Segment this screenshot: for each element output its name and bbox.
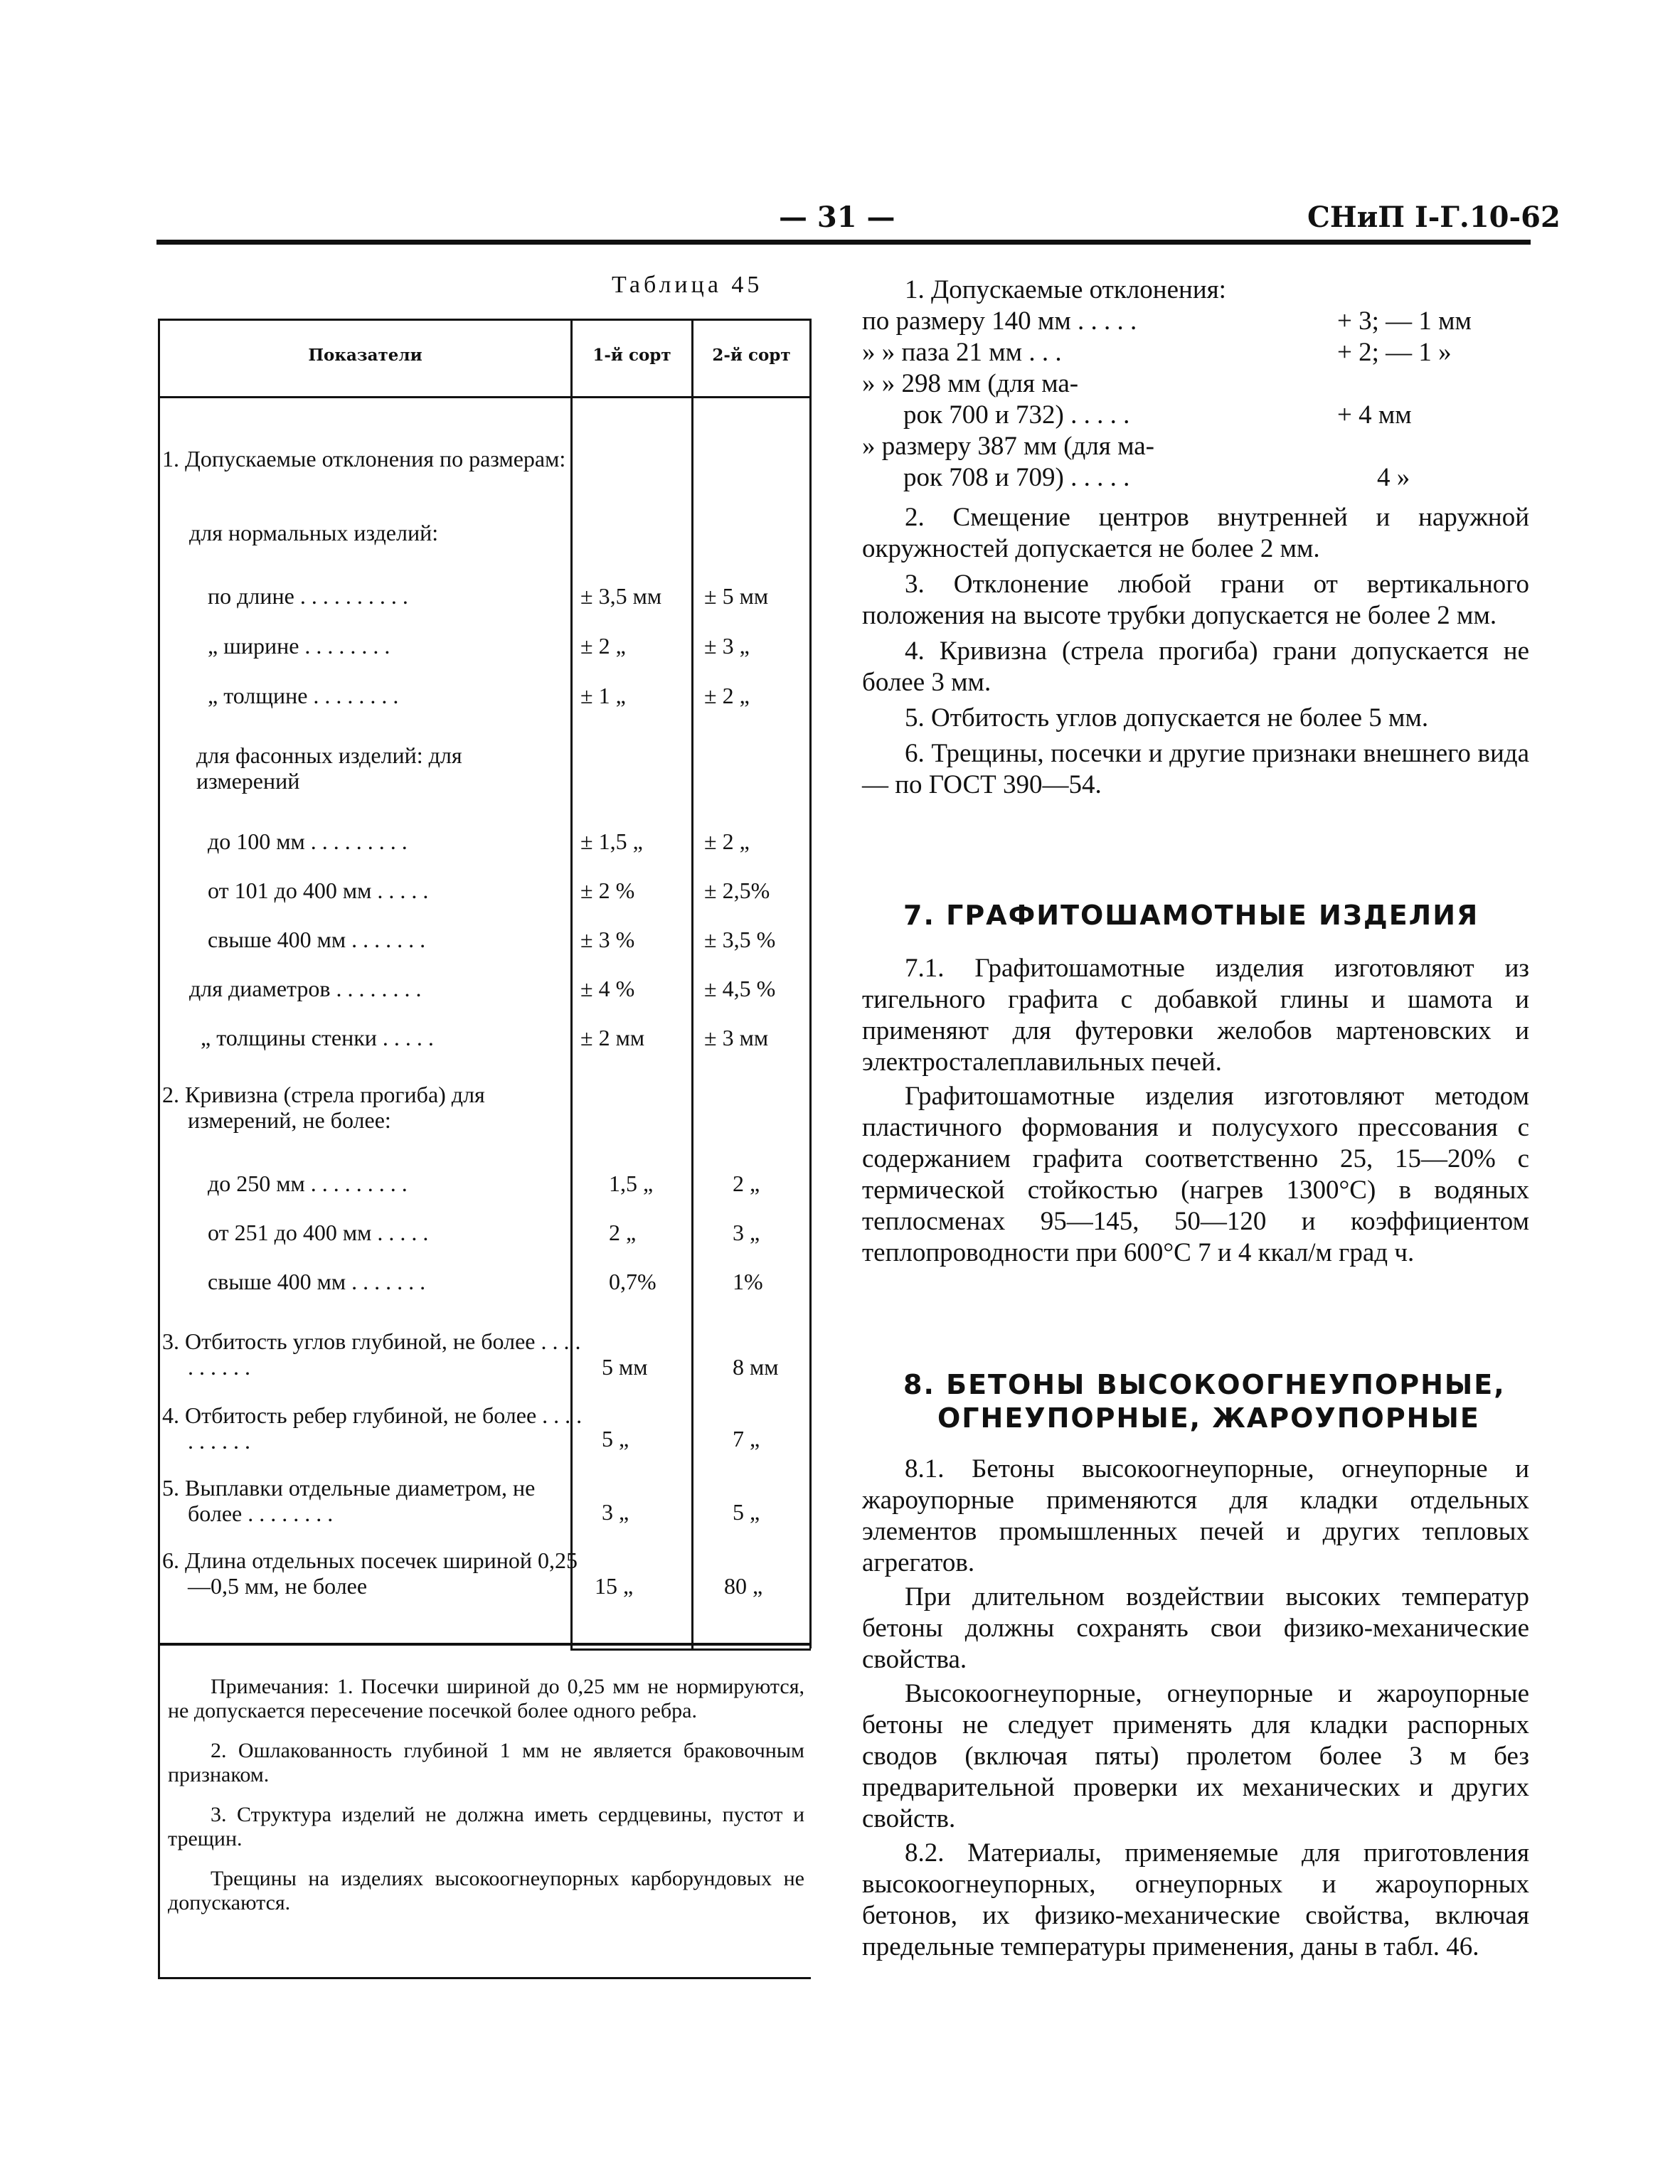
table-cell: ± 3,5 мм	[580, 583, 662, 609]
col-header-grade-1: 1-й сорт	[592, 346, 671, 365]
table-header-rule	[158, 396, 811, 398]
table-cell: 1%	[733, 1269, 763, 1294]
table-bottom-rule	[158, 1643, 811, 1646]
section-7-heading: 7. ГРАФИТОШАМОТНЫЕ ИЗДЕЛИЯ	[903, 900, 1479, 931]
deviation-line: » » 298 мм (для ма-	[862, 369, 1079, 398]
table-cell: 5 „	[733, 1499, 760, 1525]
table-cell: 2 „	[609, 1220, 637, 1245]
deviation-line: рок 700 и 732) . . . . .	[903, 400, 1130, 430]
table-cell: 2 „	[733, 1171, 760, 1196]
table-cell: ± 3,5 %	[704, 927, 776, 952]
deviation-value: + 3; — 1 мм	[1337, 307, 1472, 336]
paragraph: Высокоогнеупорные, огнеупорные и жароупорные бетоны не следует применять для кладки распорных сводов (включая пяты) пролетом более 3 м без предварительной проверки их механических и других свойств.	[862, 1679, 1529, 1833]
table-cell: ± 4,5 %	[704, 976, 776, 1001]
paragraph: 8.1. Бетоны высокоогнеупорные, огнеупорные и жароупорные применяются для кладки отдельных элементов промышленных печей и других тепловых агрегатов.	[862, 1454, 1529, 1577]
deviation-value: 4 »	[1377, 463, 1410, 492]
paragraph: 6. Трещины, посечки и другие признаки внешнего вида — по ГОСТ 390—54.	[862, 739, 1529, 799]
row-label: по длине . . . . . . . . . .	[208, 583, 408, 609]
row-label: свыше 400 мм . . . . . . .	[208, 927, 426, 952]
table-caption: Таблица 45	[612, 272, 763, 298]
header-rule	[156, 240, 1531, 245]
deviation-line: » размеру 387 мм (для ма-	[862, 432, 1154, 461]
row-label: от 251 до 400 мм . . . . .	[208, 1220, 429, 1245]
table-body-end-rule	[570, 1648, 811, 1651]
deviation-items	[862, 502, 1529, 801]
row-label: свыше 400 мм . . . . . . .	[208, 1269, 426, 1294]
section-8-heading-line-1: 8. БЕТОНЫ ВЫСОКООГНЕУПОРНЫЕ,	[903, 1369, 1506, 1400]
deviation-value: + 4 мм	[1337, 400, 1412, 430]
paragraph: 5. Отбитость углов допускается не более 5 мм.	[905, 703, 1429, 733]
note: 3. Структура изделий не должна иметь сердцевины, пустот и трещин.	[168, 1803, 804, 1850]
table-cell: 5 мм	[602, 1354, 648, 1380]
row-label: 5. Выплавки отдельные диаметром, не более . . . . . . . .	[162, 1475, 536, 1526]
table-cell: 3 „	[733, 1220, 760, 1245]
row-label: „ толщины стенки . . . . .	[201, 1025, 434, 1050]
table-cell: ± 4 %	[580, 976, 635, 1001]
table-cell: ± 5 мм	[704, 583, 769, 609]
paragraph: 4. Кривизна (стрела прогиба) грани допускается не более 3 мм.	[862, 636, 1529, 697]
row-label: „ ширине . . . . . . . .	[208, 633, 390, 659]
document-code: СНиП I-Г.10-62	[1307, 201, 1561, 234]
paragraph: Графитошамотные изделия изготовляют методом пластичного формования и полусухого прессования с содержанием графита соответственно 25, 15—20% с термической стойкостью (нагрев 1300°С) в водяных теплосменах 95—145, 50—120 и коэффициентом теплопроводности при 600°С 7 и 4 ккал/м град ч.	[862, 1082, 1529, 1267]
deviations-title: 1. Допускаемые отклонения:	[905, 275, 1226, 304]
row-label: от 101 до 400 мм . . . . .	[208, 878, 429, 903]
paragraph: 3. Отклонение любой грани от вертикального положения на высоте трубки допускается не более 2 мм.	[862, 570, 1529, 630]
table-left-border	[158, 319, 160, 1979]
table-cell: ± 3 „	[704, 633, 750, 659]
table-cell: ± 2 „	[704, 829, 750, 854]
section-7-body	[862, 953, 1529, 1269]
table-cell: 8 мм	[733, 1354, 779, 1380]
deviation-line: по размеру 140 мм . . . . .	[862, 307, 1137, 336]
table-cell: 15 „	[595, 1573, 634, 1599]
row-label: для фасонных изделий: для измерений	[196, 742, 462, 794]
table-cell: ± 2 %	[580, 878, 635, 903]
paragraph: 2. Смещение центров внутренней и наружной окружностей допускается не более 2 мм.	[862, 503, 1529, 563]
col-header-grade-2: 2-й сорт	[712, 346, 791, 365]
paragraph: При длительном воздействии высоких температур бетоны должны сохранять свои физико-механические свойства.	[862, 1582, 1529, 1674]
row-label: 4. Отбитость ребер глубиной, не более . . . . . . . . . .	[162, 1402, 583, 1454]
table-cell: 0,7%	[609, 1269, 656, 1294]
section-8-heading-line-2: ОГНЕУПОРНЫЕ, ЖАРОУПОРНЫЕ	[937, 1402, 1480, 1434]
table-cell: 7 „	[733, 1426, 760, 1451]
table-notes	[168, 1675, 804, 1915]
paragraph: 8.2. Материалы, применяемые для приготовления высокоогнеупорных, огнеупорных и жароупорных бетонов, их физико-механические свойства, включая предельные температуры применения, даны в табл. 46.	[862, 1838, 1529, 1961]
table-top-rule	[158, 319, 811, 321]
table-final-rule	[158, 1977, 811, 1979]
row-label: 6. Длина отдельных посечек шириной 0,25—0,5 мм, не более	[162, 1548, 578, 1599]
table-cell: ± 1 „	[580, 683, 626, 708]
row-label: 2. Кривизна (стрела прогиба) для измерений, не более:	[162, 1082, 485, 1133]
page-number: — 31 —	[779, 201, 895, 234]
note: Примечания: 1. Посечки шириной до 0,25 мм не нормируются, не допускается пересечение посечкой более одного ребра.	[168, 1675, 804, 1722]
table-cell: ± 2 мм	[580, 1025, 645, 1050]
table-cell: ± 2 „	[580, 633, 626, 659]
note: 2. Ошлакованность глубиной 1 мм не является браковочным признаком.	[168, 1739, 804, 1786]
row-label: „ толщине . . . . . . . .	[208, 683, 399, 708]
table-cell: ± 2 „	[704, 683, 750, 708]
paragraph: 7.1. Графитошамотные изделия изготовляют из тигельного графита с добавкой глины и шамота и применяют для футеровки желобов мартеновских и электросталеплавильных печей.	[862, 954, 1529, 1077]
col-header-indicators: Показатели	[308, 346, 422, 365]
row-label: для диаметров . . . . . . . .	[189, 976, 422, 1001]
row-label: до 100 мм . . . . . . . . .	[208, 829, 408, 854]
row-label: до 250 мм . . . . . . . . .	[208, 1171, 408, 1196]
table-cell: ± 3 мм	[704, 1025, 769, 1050]
table-cell: 1,5 „	[609, 1171, 654, 1196]
row-label: 3. Отбитость углов глубиной, не более . . . . . . . . . .	[162, 1328, 581, 1380]
note: Трещины на изделиях высокоогнеупорных карборундовых не допускаются.	[168, 1867, 804, 1914]
row-label: 1. Допускаемые отклонения по размерам:	[162, 446, 566, 472]
deviation-line: рок 708 и 709) . . . . .	[903, 463, 1130, 492]
row-label: для нормальных изделий:	[189, 520, 439, 545]
table-right-border	[809, 319, 812, 1648]
table-cell: 80 „	[724, 1573, 763, 1599]
deviation-value: + 2; — 1 »	[1337, 338, 1452, 367]
section-8-body	[862, 1454, 1529, 1963]
deviation-line: » » паза 21 мм . . .	[862, 338, 1062, 367]
table-cell: ± 1,5 „	[580, 829, 643, 854]
table-col-divider-2	[691, 319, 693, 1648]
table-cell: ± 3 %	[580, 927, 635, 952]
table-cell: ± 2,5%	[704, 878, 770, 903]
table-cell: 3 „	[602, 1499, 629, 1525]
table-cell: 5 „	[602, 1426, 629, 1451]
